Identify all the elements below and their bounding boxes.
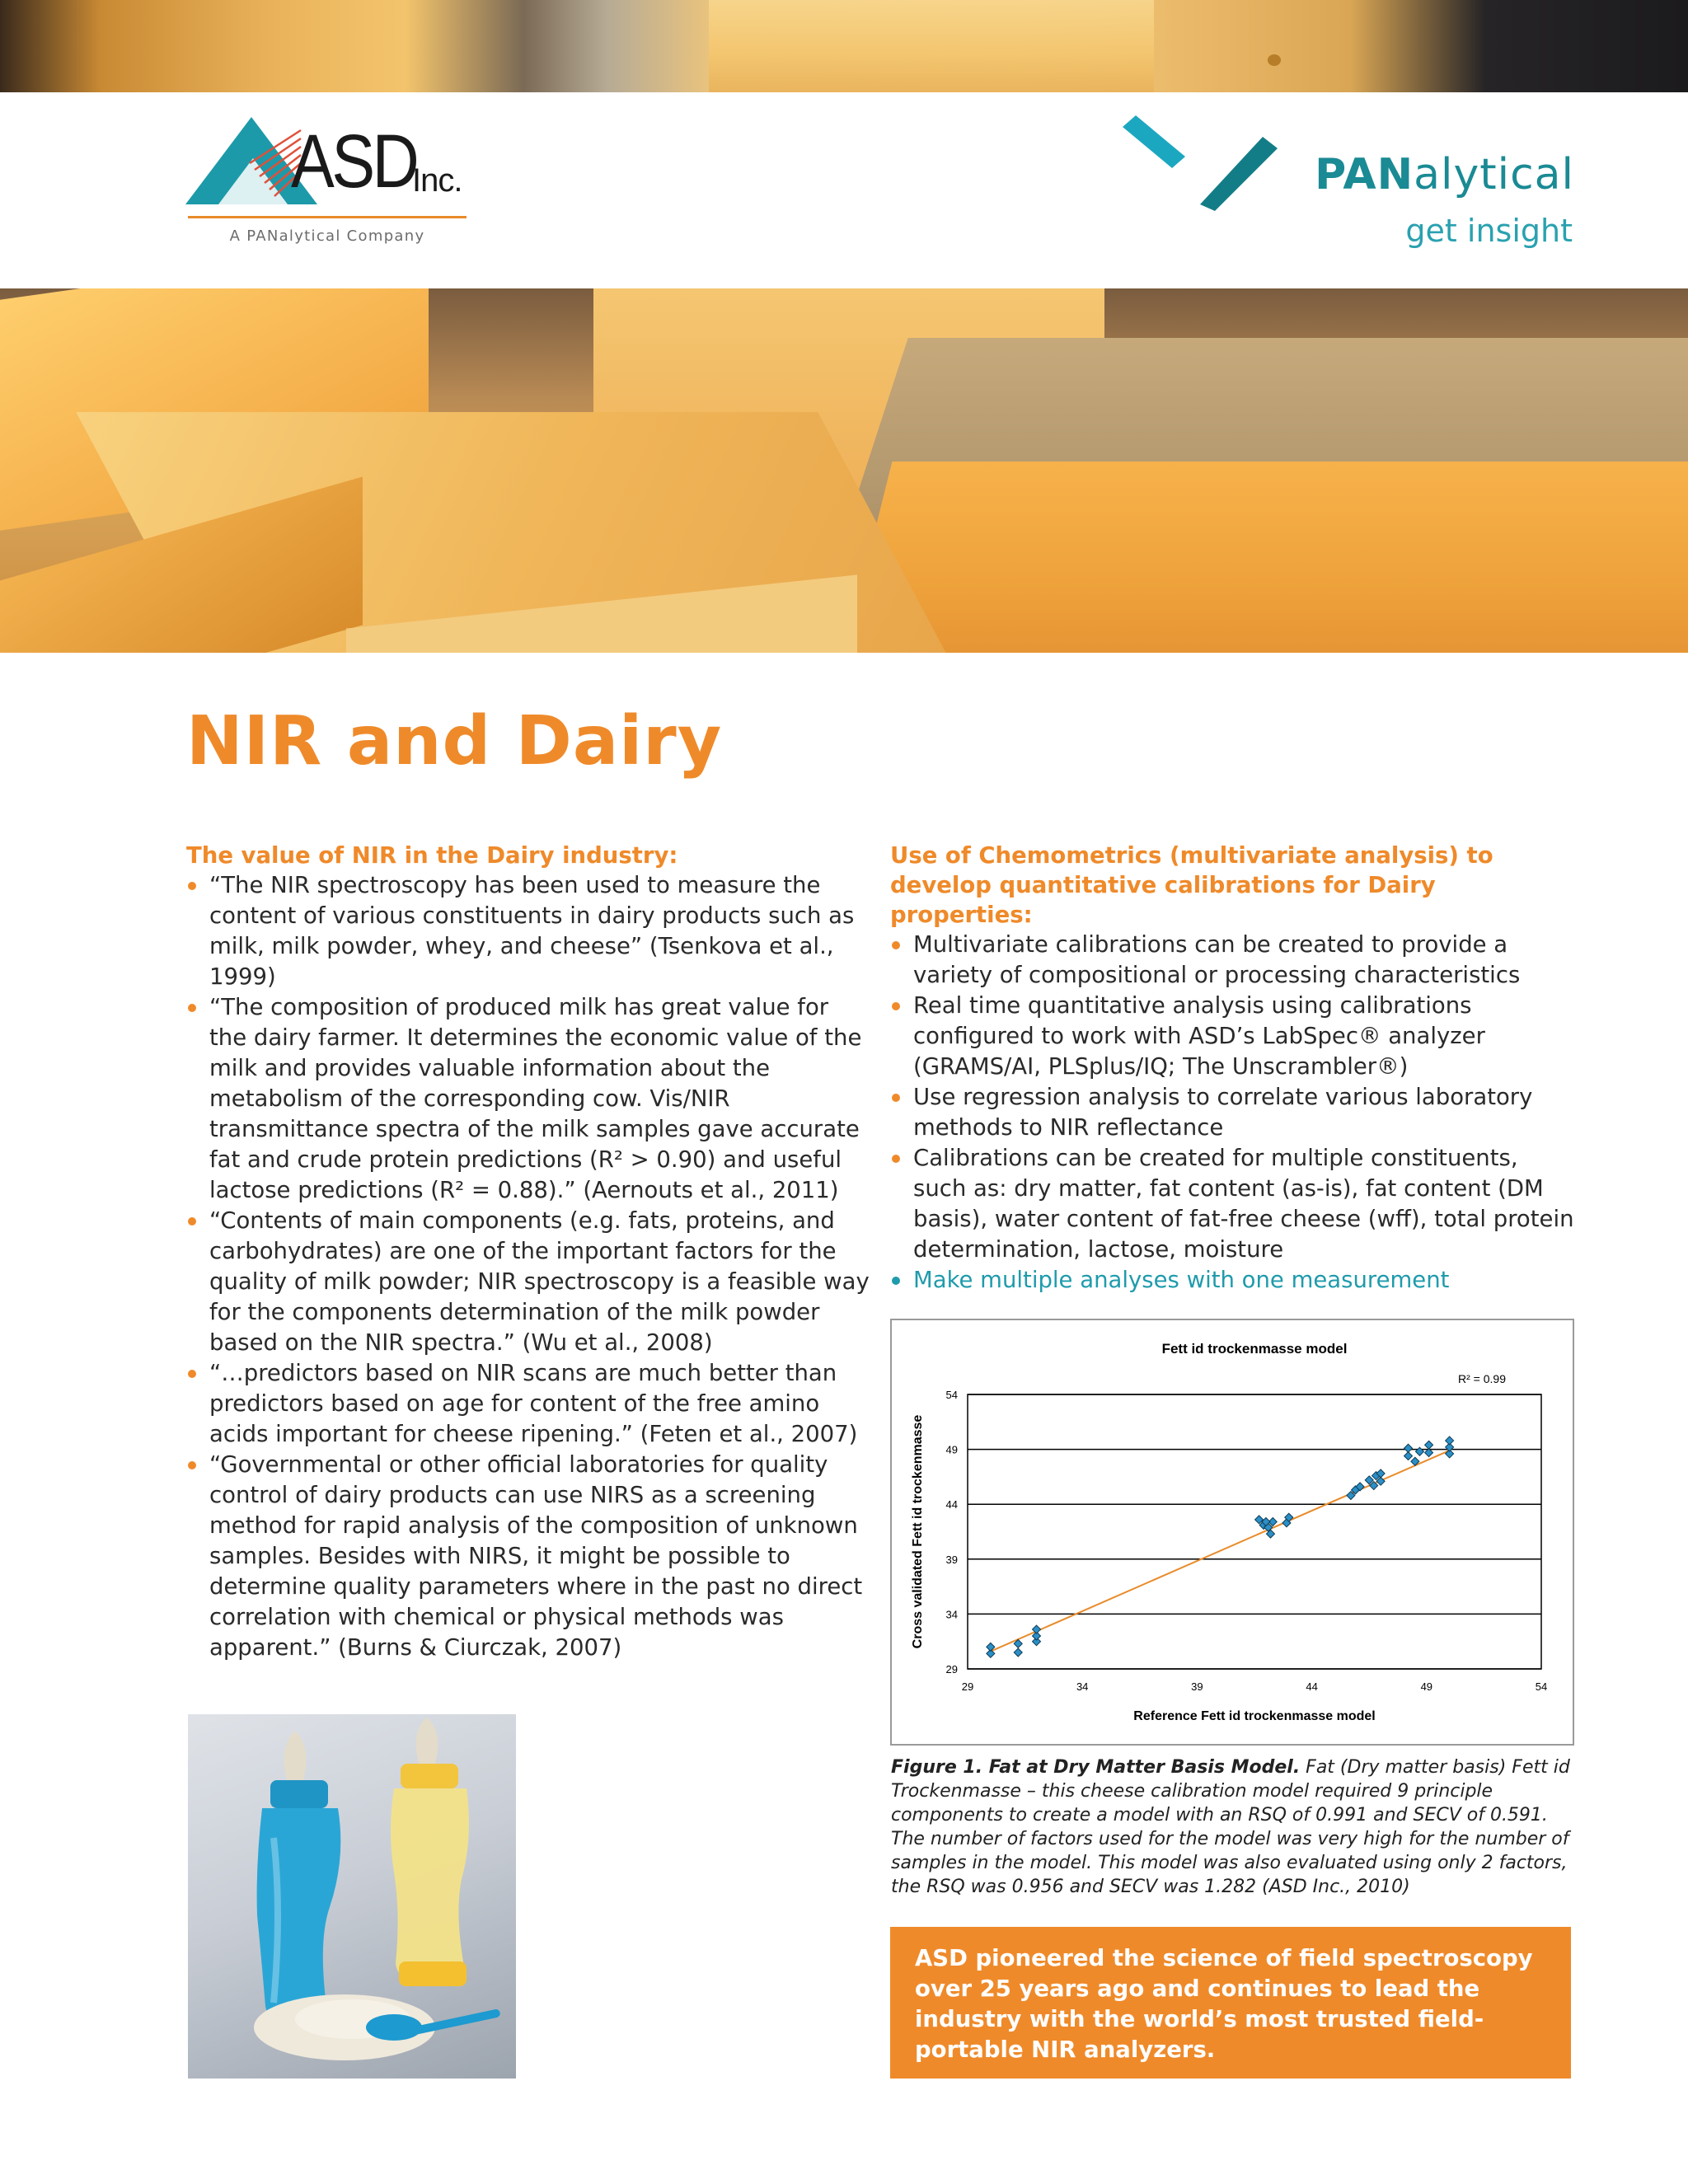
plot-area: [968, 1394, 1541, 1669]
y-tick-label: 39: [945, 1553, 958, 1566]
calibration-chart: [890, 1319, 1574, 1746]
left-column: [186, 841, 870, 1663]
y-tick-label: 54: [945, 1389, 958, 1401]
asd-logo-letters: ASD: [291, 120, 417, 204]
page-title: NIR and Dairy: [186, 702, 723, 780]
x-tick-label: 49: [1420, 1680, 1433, 1693]
y-tick-label: 49: [945, 1443, 958, 1456]
y-tick-label: 29: [945, 1663, 958, 1675]
x-tick-label: 44: [1306, 1680, 1318, 1693]
baby-bottles-photo: [188, 1714, 516, 2079]
x-tick-label: 34: [1076, 1680, 1089, 1693]
x-tick-label: 39: [1191, 1680, 1203, 1693]
x-tick-label: 29: [961, 1680, 974, 1693]
left-bullet-list: [186, 870, 870, 1663]
r-squared-annotation: R² = 0.99: [1458, 1372, 1506, 1385]
figure-caption: Figure 1. Fat at Dry Matter Basis Model. Fat (Dry matter basis) Fett id Trockenmasse – this cheese calibration model required 9 principle components to create a model with an RSQ of 0.991 and SECV of 0.591. The number of factors used for the model was very high for the number of samples in the model. This model was also evaluated using only 2 factors, the RSQ was 0.956 and SECV was 1.282 (ASD Inc., 2010): [891, 1757, 1570, 1897]
y-axis-label: Cross validated Fett id trockenmasse: [911, 1414, 925, 1649]
list-item: Use regression analysis to correlate various laboratory methods to NIR reflectance: [890, 1082, 1574, 1143]
x-axis-label: Reference Fett id trockenmasse model: [1133, 1709, 1376, 1723]
right-bullet-list: [890, 930, 1574, 1296]
asd-logo-tagline: A PANalytical Company: [229, 227, 425, 245]
chart-title: Fett id trockenmasse model: [1161, 1341, 1348, 1357]
panalytical-wordmark: PANalytical: [1315, 150, 1574, 199]
asd-logo-rule: [188, 216, 467, 218]
panalytical-tagline: get insight: [1405, 213, 1573, 249]
right-column: [890, 841, 1574, 1296]
list-item: “Governmental or other official laboratories for quality control of dairy products can use NIRS as a screening method for rapid analysis of the composition of unknown samples. Besides with NIRS, it might be possible to determine quality parameters where in the past no direct correlation with chemical or physical methods was apparent.” (Burns & Ciurczak, 2007): [186, 1450, 870, 1663]
callout-text: ASD pioneered the science of field spectroscopy over 25 years ago and continues to lead the industry with the world’s most trusted field-portable NIR analyzers.: [915, 1945, 1533, 2063]
list-item: Multivariate calibrations can be created to provide a variety of compositional or processing characteristics: [890, 930, 1574, 991]
list-item: “…predictors based on NIR scans are much better than predictors based on age for content of the free amino acids important for cheese ripening.” (Feten et al., 2007): [186, 1358, 870, 1450]
list-item: “Contents of main components (e.g. fats, proteins, and carbohydrates) are one of the important factors for the quality of milk powder; NIR spectroscopy is a feasible way for the components determination of the milk powder based on the NIR spectra.” (Wu et al., 2008): [186, 1206, 870, 1358]
asd-logo-inc: Inc.: [412, 162, 462, 199]
left-column-heading: The value of NIR in the Dairy industry:: [186, 842, 678, 869]
list-item: “The composition of produced milk has great value for the dairy farmer. It determines the economic value of the milk and provides valuable information about the metabolism of the corresponding cow. Vis/NIR transmittance spectra of the milk samples gave accurate fat and crude protein predictions (R² > 0.90) and useful lactose predictions (R² = 0.88).” (Aernouts et al., 2011): [186, 992, 870, 1206]
baby-bottles-illustration: [188, 1714, 516, 2079]
cheese-photo-top-strip: [0, 0, 1688, 92]
y-tick-label: 34: [945, 1608, 958, 1621]
y-tick-label: 44: [945, 1498, 958, 1511]
list-item: “The NIR spectroscopy has been used to measure the content of various constituents in dairy products such as milk, milk powder, whey, and cheese” (Tsenkova et al., 1999): [186, 870, 870, 992]
cheese-photo-hero: [0, 288, 1688, 653]
highlight-bullet: Make multiple analyses with one measurement: [890, 1265, 1574, 1296]
right-column-heading: Use of Chemometrics (multivariate analysis) to develop quantitative calibrations for Dairy properties:: [890, 842, 1493, 928]
x-tick-label: 54: [1535, 1680, 1548, 1693]
callout-box: [890, 1927, 1571, 2079]
cheese-spot: [1268, 54, 1281, 66]
chart-svg: [892, 1320, 1573, 1744]
list-item: Calibrations can be created for multiple constituents, such as: dry matter, fat content (as-is), fat content (DM basis), water content of fat-free cheese (wff), total protein determination, lactose, moisture: [890, 1143, 1574, 1265]
cheese-wedge-edge: [709, 0, 1154, 92]
list-item: Real time quantitative analysis using calibrations configured to work with ASD’s LabSpec® analyzer (GRAMS/AI, PLSplus/IQ; The Unscrambler®): [890, 991, 1574, 1082]
